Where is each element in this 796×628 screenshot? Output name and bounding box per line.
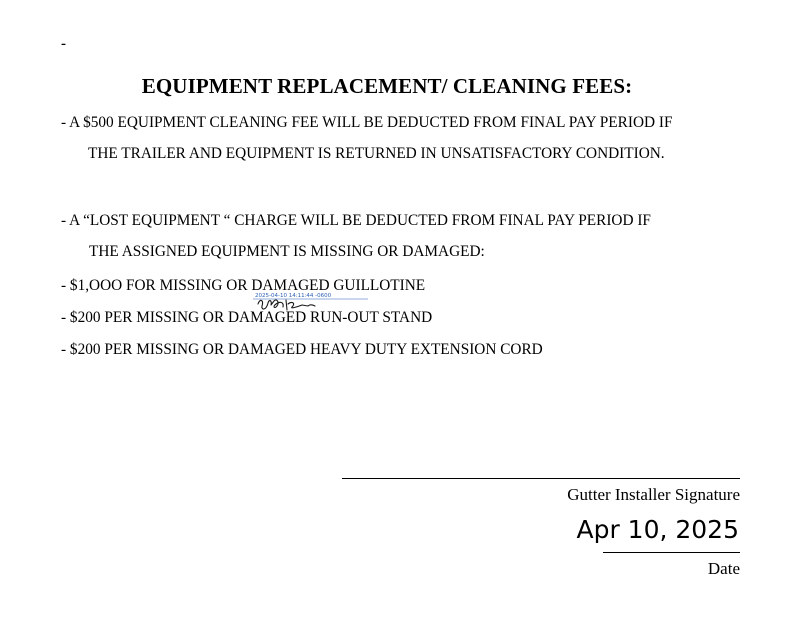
lost-equipment-line-2: THE ASSIGNED EQUIPMENT IS MISSING OR DAMAGED: xyxy=(89,243,485,260)
page-title: EQUIPMENT REPLACEMENT/ CLEANING FEES: xyxy=(141,74,633,98)
signature-line xyxy=(342,478,740,479)
date-label: Date xyxy=(707,559,740,578)
date-value: Apr 10, 2025 xyxy=(576,515,739,544)
signature-timestamp: 2025-04-10 14:11:44 -0600 xyxy=(255,293,332,299)
charge-run-out-stand: - $200 PER MISSING OR DAMAGED RUN-OUT STAND xyxy=(61,309,433,326)
top-dash-mark: - xyxy=(61,36,66,52)
signature-label: Gutter Installer Signature xyxy=(567,485,740,504)
cleaning-fee-line-2: THE TRAILER AND EQUIPMENT IS RETURNED IN UNSATISFACTORY CONDITION. xyxy=(88,145,665,162)
charge-extension-cord: - $200 PER MISSING OR DAMAGED HEAVY DUTY EXTENSION CORD xyxy=(61,341,543,358)
cleaning-fee-line-1: - A $500 EQUIPMENT CLEANING FEE WILL BE DEDUCTED FROM FINAL PAY PERIOD IF xyxy=(61,114,673,131)
handwritten-signature xyxy=(250,290,372,314)
charge-guillotine: - $1,OOO FOR MISSING OR DAMAGED GUILLOTINE xyxy=(61,277,426,294)
lost-equipment-line-1: - A “LOST EQUIPMENT “ CHARGE WILL BE DEDUCTED FROM FINAL PAY PERIOD IF xyxy=(61,212,651,229)
date-line xyxy=(603,552,740,553)
